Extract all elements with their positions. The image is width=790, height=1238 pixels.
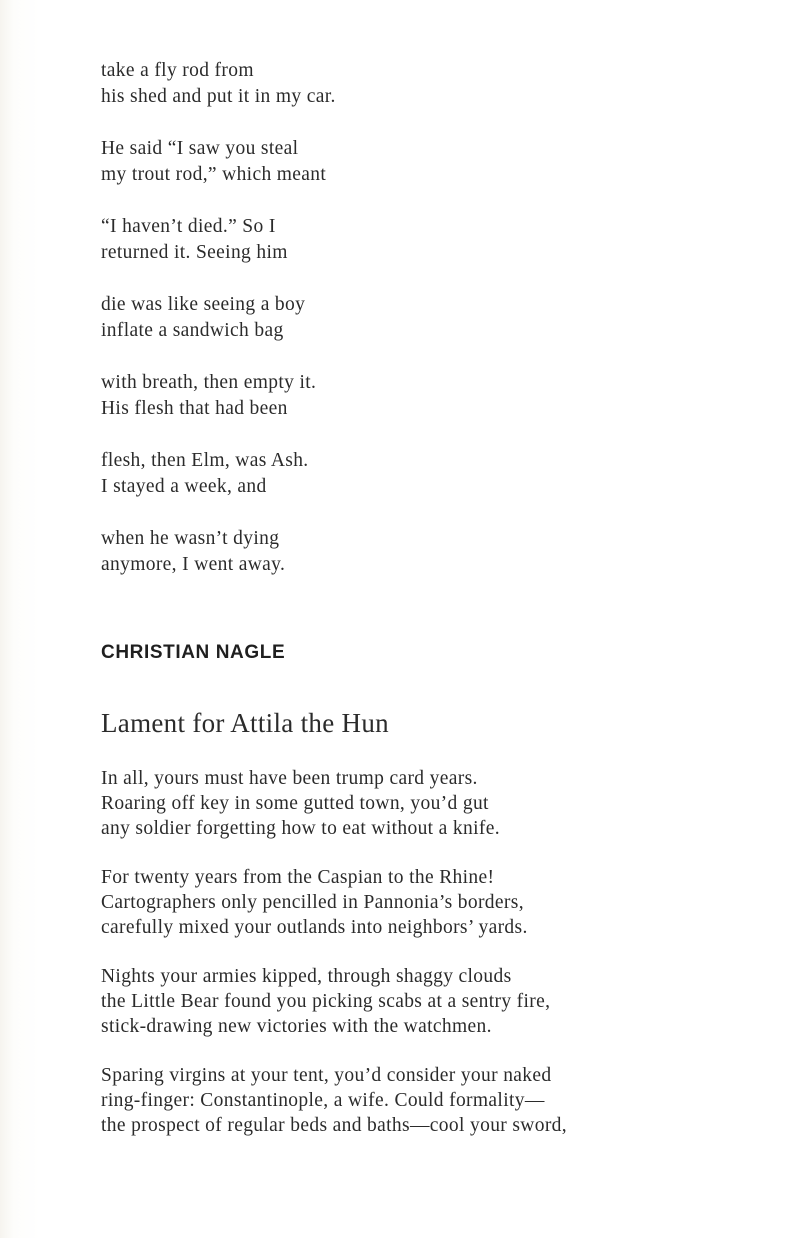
poem-line: when he wasn’t dying — [101, 528, 280, 549]
poem-line: any soldier forgetting how to eat without a knife. — [101, 818, 500, 839]
poem-line: returned it. Seeing him — [101, 242, 288, 263]
author-name: CHRISTIAN NAGLE — [101, 642, 286, 663]
stanza — [101, 865, 721, 940]
poem-line: inflate a sandwich bag — [101, 320, 284, 341]
stanza — [101, 526, 721, 578]
poem-line: take a fly rod from — [101, 60, 254, 81]
poem-line: die was like seeing a boy — [101, 294, 306, 315]
stanza — [101, 370, 721, 422]
poem-line: “I haven’t died.” So I — [101, 216, 276, 237]
stanza — [101, 58, 721, 110]
poem-line: ring-finger: Constantinople, a wife. Could formality— — [101, 1090, 545, 1111]
stanza — [101, 964, 721, 1039]
poem-body — [101, 766, 721, 1138]
stanza — [101, 766, 721, 841]
poem-line: carefully mixed your outlands into neighbors’ yards. — [101, 917, 528, 938]
poem-line: Sparing virgins at your tent, you’d consider your naked — [101, 1065, 552, 1086]
page-content — [101, 58, 721, 1162]
poem-line: I stayed a week, and — [101, 476, 267, 497]
stanza — [101, 448, 721, 500]
poem-line: the prospect of regular beds and baths—cool your sword, — [101, 1115, 568, 1136]
poem-line: Cartographers only pencilled in Pannonia’s borders, — [101, 892, 524, 913]
previous-poem-continuation — [101, 58, 721, 578]
poem-line: the Little Bear found you picking scabs at a sentry fire, — [101, 991, 551, 1012]
poem-line: my trout rod,” which meant — [101, 164, 327, 185]
poem-line: stick-drawing new victories with the watchmen. — [101, 1016, 492, 1037]
poem-line: He said “I saw you steal — [101, 138, 299, 159]
stanza — [101, 136, 721, 188]
poem-line: His flesh that had been — [101, 398, 288, 419]
stanza — [101, 1063, 721, 1138]
poem-line: Roaring off key in some gutted town, you’d gut — [101, 793, 489, 814]
poem-line: his shed and put it in my car. — [101, 86, 336, 107]
poem-line: For twenty years from the Caspian to the Rhine! — [101, 867, 495, 888]
poem-line: Nights your armies kipped, through shaggy clouds — [101, 966, 512, 987]
poem-title: Lament for Attila the Hun — [101, 708, 389, 738]
poem-line: anymore, I went away. — [101, 554, 286, 575]
poem-line: In all, yours must have been trump card years. — [101, 768, 478, 789]
stanza — [101, 214, 721, 266]
stanza — [101, 292, 721, 344]
poem-line: with breath, then empty it. — [101, 372, 317, 393]
poem-line: flesh, then Elm, was Ash. — [101, 450, 309, 471]
